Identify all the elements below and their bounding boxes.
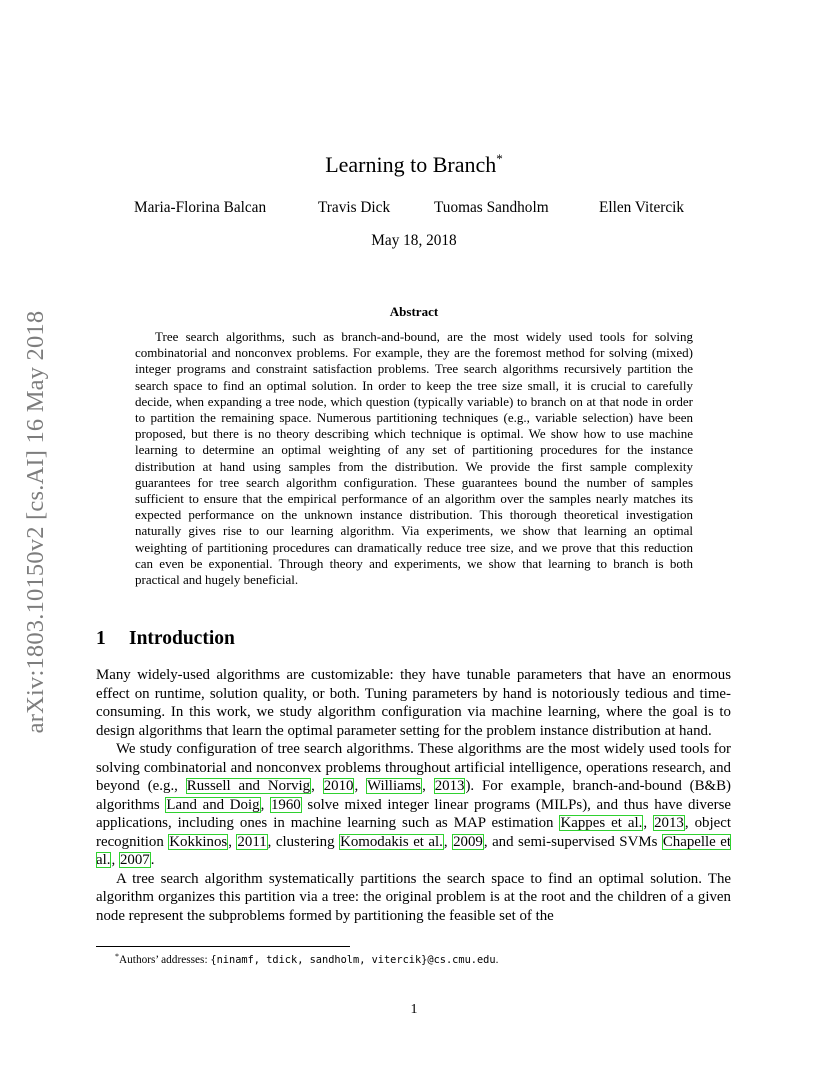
author-3: Tuomas Sandholm	[434, 199, 549, 216]
citation-link-kappes-year[interactable]: 2013	[654, 815, 684, 831]
citation-link-chapelle[interactable]: Chapelle et al.	[96, 833, 731, 868]
author-2: Travis Dick	[318, 199, 391, 216]
citation-link-chapelle-year[interactable]: 2007	[119, 852, 150, 868]
citation-link-williams-year[interactable]: 2013	[434, 778, 465, 794]
text-segment: ,	[643, 815, 654, 831]
text-segment: ,	[311, 778, 323, 794]
citation-link-williams[interactable]: Williams	[367, 778, 422, 794]
citation-link-russell-norvig[interactable]: Russell and Norvig	[186, 778, 311, 794]
text-segment: , object recognition	[96, 815, 731, 850]
footnote-emails: {ninamf, tdick, sandholm, vitercik}@cs.cmu.edu	[210, 954, 496, 966]
citation-link-kokkinos-year[interactable]: 2011	[237, 833, 267, 850]
citation-link-kappes[interactable]: Kappes et al.	[560, 815, 643, 831]
text-segment: ,	[354, 778, 367, 794]
intro-paragraph-2	[96, 740, 731, 870]
section-heading	[96, 628, 235, 650]
publication-date: May 18, 2018	[371, 232, 457, 249]
footnote-end: .	[495, 954, 499, 966]
arxiv-sidebar	[18, 285, 54, 759]
citation-link-komodakis-year[interactable]: 2009	[453, 833, 483, 850]
footnote-label: Authors’ addresses:	[119, 954, 211, 966]
paper-title-text: Learning to Branch	[325, 152, 497, 177]
introduction-body	[96, 666, 731, 925]
footnote-mark: *	[115, 952, 119, 961]
intro-paragraph-3: A tree search algorithm systematically partitions the search space to find an optimal solution. The algorithm organizes this partition via a tree: the original problem is at the root and the children of a given node represent the subproblems formed by partitioning the feasible set of the	[96, 870, 731, 924]
text-segment: , clustering	[267, 833, 340, 850]
citation-link-komodakis[interactable]: Komodakis et al.	[340, 833, 443, 850]
text-segment: solve mixed integer linear programs (MILPs), and thus have diverse applications, including ones in machine learning such as MAP estimation	[96, 796, 731, 831]
citation-link-land-doig-year[interactable]: 1960	[270, 796, 301, 813]
text-segment: ,	[422, 778, 434, 794]
author-4: Ellen Vitercik	[599, 199, 685, 216]
paper-title	[0, 151, 828, 178]
arxiv-identifier: arXiv:1803.10150v2 [cs.AI] 16 May 2018	[22, 310, 49, 734]
author-list	[0, 199, 828, 219]
citation-link-kokkinos[interactable]: Kokkinos	[169, 833, 228, 850]
citation-link-land-doig[interactable]: Land and Doig	[166, 796, 260, 813]
intro-paragraph-1: Many widely-used algorithms are customizable: they have tunable parameters that have an enormous effect on runtime, solution quality, or both. Tuning parameters by hand is notoriously tedious and time-consuming. In this work, we study algorithm configuration via machine learning, where the goal is to design algorithms that learn the optimal parameter setting for the problem instance distribution at hand.	[96, 667, 731, 739]
text-segment: ). For example, branch-and-bound (B&B) algorithms	[96, 778, 732, 813]
text-segment: .	[150, 852, 155, 868]
footnote-divider	[96, 946, 350, 947]
footnote	[115, 952, 498, 966]
text-segment: ,	[260, 796, 270, 813]
author-1: Maria-Florina Balcan	[134, 199, 267, 216]
citation-link-russell-norvig-year[interactable]: 2010	[323, 778, 354, 794]
text-segment: We study configuration of tree search algorithms. These algorithms are the most widely used tools for solving combinatorial and nonconvex problems throughout artificial intelligence, operations research, and beyond (e.g.,	[96, 741, 731, 794]
text-segment: ,	[111, 852, 119, 868]
text-segment: , and semi-supervised SVMs	[483, 833, 662, 850]
title-footnote-mark[interactable]: *	[496, 151, 503, 166]
section-title: Introduction	[129, 628, 235, 649]
page-number: 1	[410, 1002, 418, 1017]
text-segment: ,	[443, 833, 453, 850]
abstract-text: Tree search algorithms, such as branch-and-bound, are the most widely used tools for solving combinatorial and nonconvex problems. For example, they are the foremost method for solving (mixed) integer programs and constraint satisfaction problems. Tree search algorithms recursively partition the search space to find an optimal solution. In order to keep the tree size small, it is crucial to carefully decide, when expanding a tree node, which question (typically variable) to branch on at that node in order to partition the remaining space. Numerous partitioning techniques (e.g., variable selection) have been proposed, but there is no theory describing which technique is optimal. We show how to use machine learning to determine an optimal weighting of any set of partitioning procedures for the instance distribution at hand using samples from the distribution. We provide the first sample complexity guarantees for tree search algorithm configuration. These guarantees bound the number of samples sufficient to ensure that the empirical performance of an algorithm over the samples nearly matches its expected performance on the unknown instance distribution. This thorough theoretical investigation naturally gives rise to our learning algorithm. Via experiments, we show that learning an optimal weighting of partitioning procedures can dramatically reduce tree size, and we prove that this reduction can even be exponential. Through theory and experiments, we show that learning to branch is both practical and hugely beneficial.	[135, 329, 693, 588]
abstract-heading: Abstract	[389, 304, 439, 319]
section-number: 1	[96, 628, 106, 649]
text-segment: ,	[228, 833, 237, 850]
